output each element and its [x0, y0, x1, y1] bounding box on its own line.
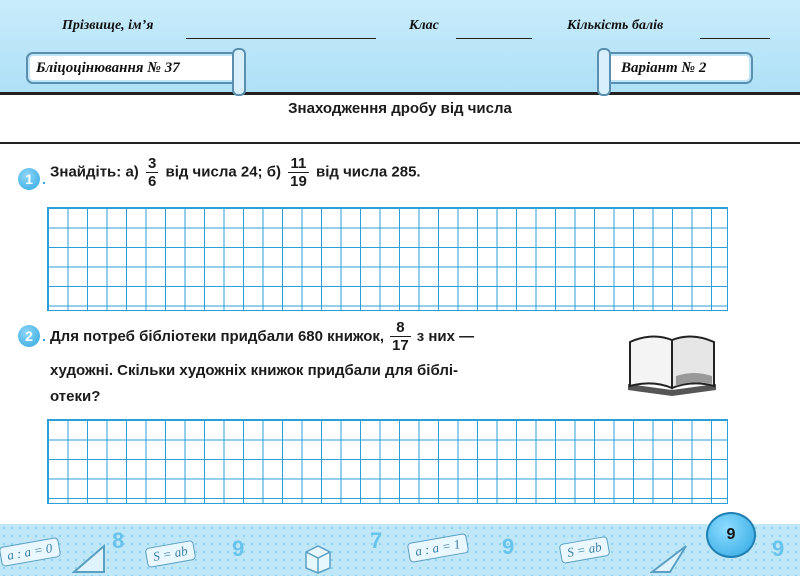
task-2-line-3: отеки?: [50, 388, 101, 405]
formula-badge: S = ab: [145, 540, 197, 568]
name-input-line[interactable]: [186, 38, 376, 39]
triangle-decoration: [72, 544, 106, 574]
task-2-line-1-start: Для потреб бібліотеки придбали 680 книжок,: [50, 327, 385, 345]
cube-decoration: [300, 542, 334, 574]
fraction-3-6: [146, 155, 158, 190]
task-1-text: [50, 155, 421, 190]
fraction-8-17: [390, 319, 411, 354]
formula-badge: a : a = 0: [0, 537, 61, 567]
decor-number: 9: [772, 536, 785, 561]
fraction-denominator: 6: [147, 173, 157, 190]
topic-divider: [0, 142, 800, 144]
task-2-line-1-end: з них —: [416, 327, 475, 345]
fraction-numerator: 11: [290, 155, 307, 172]
class-label: Клас: [409, 18, 439, 33]
task-2-line-1: [50, 316, 610, 356]
decor-number: 7: [370, 528, 383, 553]
decor-number: 8: [112, 528, 125, 553]
task-1-text-a: Знайдіть: а): [50, 163, 139, 181]
fraction-denominator: 19: [290, 173, 307, 190]
score-input-line[interactable]: [700, 38, 770, 39]
test-number-tab: [26, 52, 240, 84]
formula-badge: S = ab: [559, 536, 611, 564]
tab-curl-decoration: [232, 48, 246, 96]
tab-curl-decoration: [597, 48, 611, 96]
page-number: 9: [706, 512, 756, 558]
task-2-text: [50, 316, 610, 405]
fraction-numerator: 3: [147, 155, 157, 172]
topic-title: Знаходження дробу від числа: [288, 100, 512, 117]
fraction-11-19: [288, 155, 309, 190]
open-book-icon: [622, 326, 722, 398]
decor-number: 9: [502, 534, 515, 559]
header-band: [0, 0, 800, 95]
answer-grid-1[interactable]: [47, 207, 728, 311]
score-label: Кількість балів: [567, 18, 664, 33]
task-2-line-2: художні. Скільки художніх книжок придбали для біблі-: [50, 362, 459, 379]
variant-tab: [603, 52, 753, 84]
name-label: Прізвище, ім’я: [62, 18, 154, 33]
class-input-line[interactable]: [456, 38, 532, 39]
footer-decoration: [0, 524, 800, 576]
task-1-text-end: від числа 285.: [316, 163, 421, 181]
fraction-denominator: 17: [392, 336, 409, 354]
test-number-label: Бліцоцінювання № 37: [36, 59, 180, 76]
task-1-number: 1 .: [18, 168, 40, 190]
task-2-number: 2 .: [18, 325, 40, 347]
task-1-text-mid: від числа 24; б): [165, 163, 281, 181]
formula-badge: a : a = 1: [407, 533, 469, 563]
triangle-decoration: [650, 542, 688, 574]
answer-grid-2[interactable]: [47, 419, 728, 504]
variant-label: Варіант № 2: [621, 59, 707, 76]
fraction-numerator: 8: [396, 318, 405, 336]
decor-number: 9: [232, 536, 245, 561]
